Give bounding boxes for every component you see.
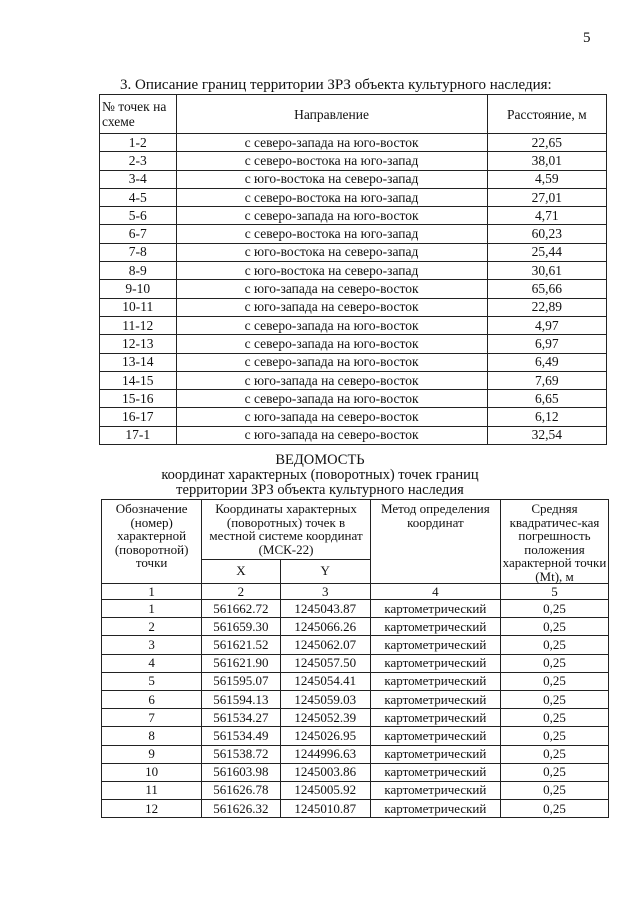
coordinates-table-body: [102, 600, 609, 818]
table-header-row: [100, 95, 607, 134]
cell-y: 1245052.39: [280, 709, 370, 727]
table-row: [102, 690, 609, 708]
cell-distance: 38,01: [487, 152, 606, 170]
cell-point-number: 8: [102, 727, 202, 745]
cell-point-pair: 3-4: [100, 170, 177, 188]
table-row: [100, 298, 607, 316]
cell-distance: 60,23: [487, 225, 606, 243]
table-row: [102, 727, 609, 745]
header-y: Y: [280, 559, 370, 583]
header-point-designation: Обозначение (номер) характерной (поворотной) точки: [102, 500, 202, 584]
cell-y: 1245062.07: [280, 636, 370, 654]
cell-distance: 27,01: [487, 188, 606, 206]
cell-direction: с юго-запада на северо-восток: [176, 408, 487, 426]
cell-direction: с северо-востока на юго-запад: [176, 225, 487, 243]
table-row: [102, 800, 609, 818]
cell-error: 0,25: [500, 690, 608, 708]
cell-y: 1245054.41: [280, 672, 370, 690]
cell-x: 561659.30: [202, 618, 280, 636]
cell-error: 0,25: [500, 672, 608, 690]
cell-point-pair: 2-3: [100, 152, 177, 170]
cell-direction: с северо-запада на юго-восток: [176, 134, 487, 152]
table-row: [100, 134, 607, 152]
cell-x: 561594.13: [202, 690, 280, 708]
cell-distance: 65,66: [487, 280, 606, 298]
cell-y: 1245005.92: [280, 781, 370, 799]
cell-direction: с юго-запада на северо-восток: [176, 280, 487, 298]
cell-y: 1245003.86: [280, 763, 370, 781]
cell-point-pair: 5-6: [100, 207, 177, 225]
cell-direction: с северо-запада на юго-восток: [176, 390, 487, 408]
cell-error: 0,25: [500, 600, 608, 618]
table-row: [102, 600, 609, 618]
cell-distance: 6,97: [487, 335, 606, 353]
cell-direction: с юго-запада на северо-восток: [176, 426, 487, 444]
table-row: [100, 152, 607, 170]
boundary-table-body: [100, 134, 607, 445]
cell-y: 1245043.87: [280, 600, 370, 618]
cell-x: 561621.90: [202, 654, 280, 672]
cell-y: 1245066.26: [280, 618, 370, 636]
cell-y: 1245059.03: [280, 690, 370, 708]
page-number: 5: [583, 30, 591, 46]
cell-error: 0,25: [500, 654, 608, 672]
cell-error: 0,25: [500, 745, 608, 763]
cell-direction: с северо-запада на юго-восток: [176, 207, 487, 225]
cell-point-number: 12: [102, 800, 202, 818]
cell-point-pair: 15-16: [100, 390, 177, 408]
cell-distance: 22,89: [487, 298, 606, 316]
table-row: [100, 225, 607, 243]
column-index: 3: [280, 584, 370, 600]
cell-point-number: 1: [102, 600, 202, 618]
cell-method: картометрический: [370, 690, 500, 708]
cell-point-number: 3: [102, 636, 202, 654]
cell-distance: 32,54: [487, 426, 606, 444]
cell-method: картометрический: [370, 800, 500, 818]
cell-distance: 4,97: [487, 316, 606, 334]
header-x: X: [202, 559, 280, 583]
header-point-numbers: № точек на схеме: [100, 95, 177, 134]
column-index: 5: [500, 584, 608, 600]
cell-direction: с юго-востока на северо-запад: [176, 262, 487, 280]
cell-point-number: 2: [102, 618, 202, 636]
cell-direction: с юго-запада на северо-восток: [176, 298, 487, 316]
cell-error: 0,25: [500, 636, 608, 654]
cell-method: картометрический: [370, 636, 500, 654]
cell-distance: 6,65: [487, 390, 606, 408]
cell-distance: 22,65: [487, 134, 606, 152]
table-row: [100, 188, 607, 206]
cell-point-pair: 13-14: [100, 353, 177, 371]
table-row: [100, 353, 607, 371]
table-row: [102, 618, 609, 636]
cell-error: 0,25: [500, 800, 608, 818]
cell-error: 0,25: [500, 709, 608, 727]
cell-point-number: 10: [102, 763, 202, 781]
header-coordinates: Координаты характерных (поворотных) точек в местной системе координат (МСК-22): [202, 500, 371, 560]
cell-direction: с северо-запада на юго-восток: [176, 353, 487, 371]
cell-point-pair: 14-15: [100, 371, 177, 389]
table-row: [100, 207, 607, 225]
cell-method: картометрический: [370, 654, 500, 672]
cell-point-pair: 10-11: [100, 298, 177, 316]
cell-method: картометрический: [370, 618, 500, 636]
cell-distance: 30,61: [487, 262, 606, 280]
cell-direction: с северо-запада на юго-восток: [176, 316, 487, 334]
cell-direction: с северо-запада на юго-восток: [176, 335, 487, 353]
cell-x: 561538.72: [202, 745, 280, 763]
cell-point-number: 11: [102, 781, 202, 799]
cell-method: картометрический: [370, 763, 500, 781]
table-row: [100, 280, 607, 298]
cell-x: 561662.72: [202, 600, 280, 618]
cell-x: 561534.27: [202, 709, 280, 727]
cell-point-number: 5: [102, 672, 202, 690]
cell-distance: 6,49: [487, 353, 606, 371]
section-title: 3. Описание границ территории ЗРЗ объекта культурного наследия:: [120, 77, 552, 93]
cell-error: 0,25: [500, 781, 608, 799]
cell-method: картометрический: [370, 672, 500, 690]
cell-error: 0,25: [500, 618, 608, 636]
cell-y: 1245026.95: [280, 727, 370, 745]
cell-point-pair: 7-8: [100, 243, 177, 261]
cell-method: картометрический: [370, 781, 500, 799]
table-row: [102, 781, 609, 799]
cell-point-pair: 11-12: [100, 316, 177, 334]
table-row: [102, 672, 609, 690]
cell-direction: с юго-востока на северо-запад: [176, 170, 487, 188]
cell-error: 0,25: [500, 727, 608, 745]
cell-point-pair: 17-1: [100, 426, 177, 444]
cell-x: 561626.32: [202, 800, 280, 818]
table-row: [100, 170, 607, 188]
vedomost-title: ВЕДОМОСТЬ: [275, 452, 365, 468]
cell-point-pair: 12-13: [100, 335, 177, 353]
cell-point-pair: 4-5: [100, 188, 177, 206]
column-index: 1: [102, 584, 202, 600]
vedomost-heading: [0, 453, 640, 498]
cell-method: картометрический: [370, 745, 500, 763]
cell-point-pair: 9-10: [100, 280, 177, 298]
coordinates-table: [101, 499, 609, 818]
cell-y: 1245057.50: [280, 654, 370, 672]
cell-x: 561621.52: [202, 636, 280, 654]
cell-y: 1245010.87: [280, 800, 370, 818]
vedomost-subtitle-line1: координат характерных (поворотных) точек границ: [161, 467, 479, 483]
cell-direction: с юго-востока на северо-запад: [176, 243, 487, 261]
column-index: 4: [370, 584, 500, 600]
header-distance: Расстояние, м: [487, 95, 606, 134]
table-row: [102, 709, 609, 727]
column-index: 2: [202, 584, 280, 600]
cell-point-pair: 16-17: [100, 408, 177, 426]
table-row: [100, 335, 607, 353]
cell-x: 561595.07: [202, 672, 280, 690]
cell-point-pair: 1-2: [100, 134, 177, 152]
table-row: [102, 636, 609, 654]
header-method: Метод определения координат: [370, 500, 500, 584]
cell-method: картометрический: [370, 709, 500, 727]
cell-point-number: 4: [102, 654, 202, 672]
cell-error: 0,25: [500, 763, 608, 781]
cell-distance: 7,69: [487, 371, 606, 389]
cell-y: 1244996.63: [280, 745, 370, 763]
cell-x: 561626.78: [202, 781, 280, 799]
table-row: [100, 371, 607, 389]
header-mean-square-error: Средняя квадратичес-кая погрешность положения характерной точки (Mt), м: [500, 500, 608, 584]
cell-distance: 25,44: [487, 243, 606, 261]
cell-direction: с юго-запада на северо-восток: [176, 371, 487, 389]
table-row: [100, 262, 607, 280]
boundary-description-table: [99, 94, 607, 445]
cell-method: картометрический: [370, 600, 500, 618]
vedomost-subtitle-line2: территории ЗРЗ объекта культурного наследия: [176, 482, 464, 498]
cell-distance: 6,12: [487, 408, 606, 426]
coordinates-header-row: [102, 500, 609, 560]
table-row: [100, 316, 607, 334]
table-row: [102, 654, 609, 672]
header-direction: Направление: [176, 95, 487, 134]
cell-direction: с северо-востока на юго-запад: [176, 188, 487, 206]
table-row: [100, 426, 607, 444]
cell-point-number: 6: [102, 690, 202, 708]
table-row: [100, 408, 607, 426]
table-row: [100, 390, 607, 408]
cell-point-pair: 8-9: [100, 262, 177, 280]
cell-direction: с северо-востока на юго-запад: [176, 152, 487, 170]
cell-point-number: 9: [102, 745, 202, 763]
column-index-row: [102, 584, 609, 600]
table-row: [102, 763, 609, 781]
table-row: [102, 745, 609, 763]
cell-method: картометрический: [370, 727, 500, 745]
table-row: [100, 243, 607, 261]
cell-point-pair: 6-7: [100, 225, 177, 243]
cell-x: 561603.98: [202, 763, 280, 781]
cell-point-number: 7: [102, 709, 202, 727]
cell-distance: 4,71: [487, 207, 606, 225]
cell-x: 561534.49: [202, 727, 280, 745]
cell-distance: 4,59: [487, 170, 606, 188]
